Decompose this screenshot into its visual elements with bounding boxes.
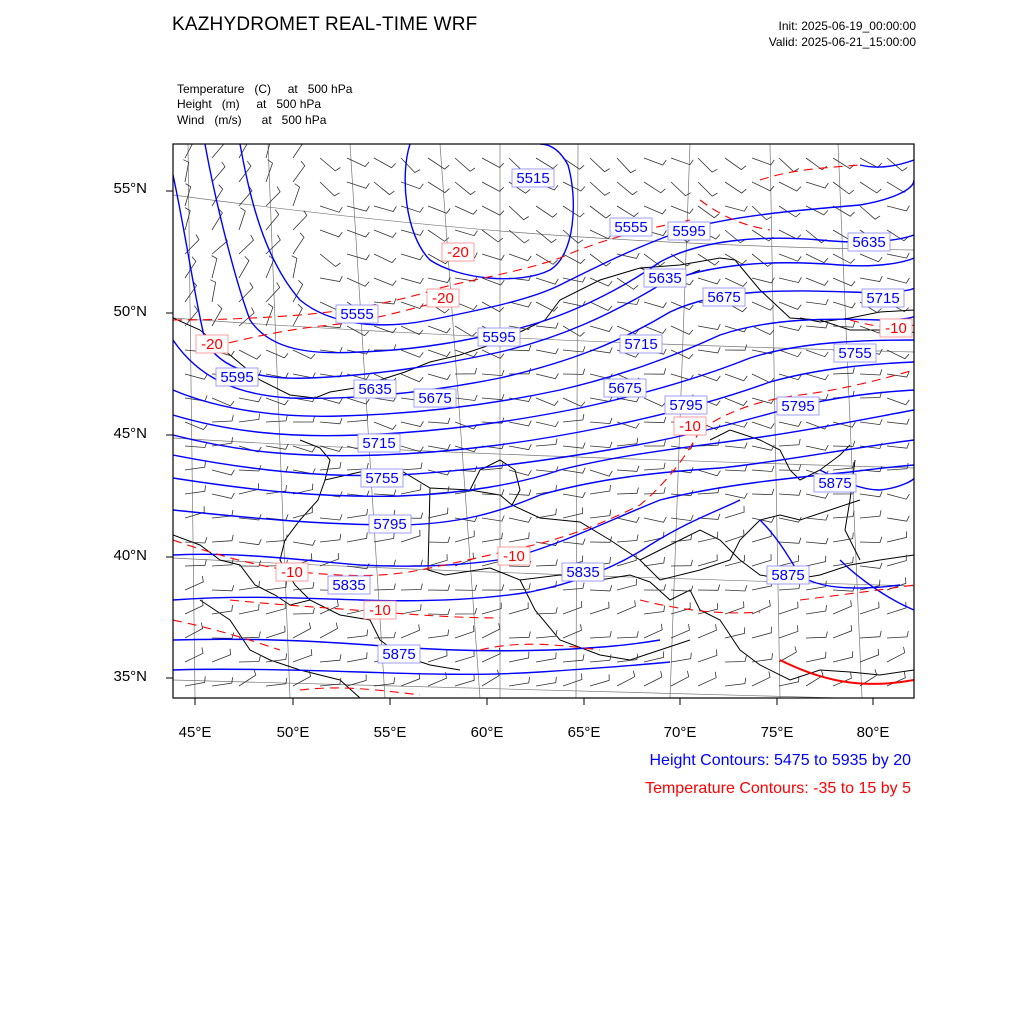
temp-label xyxy=(276,563,308,581)
svg-text:5595: 5595 xyxy=(672,223,706,240)
height-label xyxy=(620,335,662,353)
svg-text:5795: 5795 xyxy=(669,397,703,414)
height-label xyxy=(665,396,707,414)
svg-text:5595: 5595 xyxy=(220,369,254,386)
height-label xyxy=(216,368,258,386)
svg-text:5875: 5875 xyxy=(382,646,416,663)
svg-text:5835: 5835 xyxy=(566,564,600,581)
svg-text:5675: 5675 xyxy=(418,390,452,407)
height-label xyxy=(848,233,890,251)
init-time: Init: 2025-06-19_00:00:00 xyxy=(778,19,916,33)
field-temperature: Temperature (C) at 500 hPa xyxy=(177,82,353,96)
height-label xyxy=(604,379,646,397)
svg-text:5875: 5875 xyxy=(818,475,852,492)
svg-text:5635: 5635 xyxy=(852,234,886,251)
temp-label xyxy=(196,335,228,353)
svg-text:5715: 5715 xyxy=(362,435,396,452)
height-label xyxy=(814,474,856,492)
lon-label: 65°E xyxy=(567,724,601,741)
map-title: KAZHYDROMET REAL-TIME WRF xyxy=(172,14,478,35)
svg-text:5555: 5555 xyxy=(614,219,648,236)
svg-text:5635: 5635 xyxy=(358,381,392,398)
lon-label: 75°E xyxy=(760,724,794,741)
svg-text:5555: 5555 xyxy=(340,306,374,323)
field-height: Height (m) at 500 hPa xyxy=(177,97,322,111)
svg-text:-20: -20 xyxy=(432,290,454,307)
svg-text:-10: -10 xyxy=(281,564,303,581)
height-label xyxy=(328,576,370,594)
lon-label: 50°E xyxy=(276,724,310,741)
height-label xyxy=(358,434,400,452)
height-label xyxy=(562,563,604,581)
height-label xyxy=(354,380,396,398)
height-label xyxy=(777,397,819,415)
svg-text:5635: 5635 xyxy=(648,270,682,287)
svg-text:5515: 5515 xyxy=(516,170,550,187)
height-label xyxy=(668,222,710,240)
height-label xyxy=(414,389,456,407)
svg-text:5675: 5675 xyxy=(608,380,642,397)
height-label xyxy=(361,469,403,487)
height-label xyxy=(862,289,904,307)
height-contour-legend: Height Contours: 5475 to 5935 by 20 xyxy=(649,752,911,769)
field-wind: Wind (m/s) at 500 hPa xyxy=(177,113,327,127)
temperature-contour-legend: Temperature Contours: -35 to 15 by 5 xyxy=(645,780,911,797)
temp-label xyxy=(442,243,474,261)
svg-text:-10: -10 xyxy=(369,602,391,619)
lat-label: 40°N xyxy=(113,547,147,564)
svg-text:5715: 5715 xyxy=(624,336,658,353)
temp-label xyxy=(427,289,459,307)
lat-label: 45°N xyxy=(113,425,147,442)
lon-label: 45°E xyxy=(178,724,212,741)
svg-text:5595: 5595 xyxy=(482,329,516,346)
lat-label: 55°N xyxy=(113,180,147,197)
height-label xyxy=(378,645,420,663)
svg-text:5795: 5795 xyxy=(781,398,815,415)
height-label xyxy=(336,305,378,323)
svg-text:-20: -20 xyxy=(447,244,469,261)
height-label xyxy=(478,328,520,346)
lon-label: 80°E xyxy=(856,724,890,741)
height-label xyxy=(512,169,554,187)
svg-text:-20: -20 xyxy=(201,336,223,353)
svg-text:5835: 5835 xyxy=(332,577,366,594)
svg-text:-10: -10 xyxy=(885,320,907,337)
temp-label xyxy=(880,319,912,337)
svg-text:5755: 5755 xyxy=(365,470,399,487)
height-label xyxy=(644,269,686,287)
lon-label: 55°E xyxy=(373,724,407,741)
svg-text:-10: -10 xyxy=(679,418,701,435)
temp-label xyxy=(498,547,530,565)
valid-time: Valid: 2025-06-21_15:00:00 xyxy=(768,35,916,49)
height-label xyxy=(369,515,411,533)
svg-text:5755: 5755 xyxy=(838,345,872,362)
svg-text:5675: 5675 xyxy=(707,289,741,306)
svg-text:5795: 5795 xyxy=(373,516,407,533)
height-label xyxy=(834,344,876,362)
height-label xyxy=(703,288,745,306)
height-label xyxy=(610,218,652,236)
lon-label: 70°E xyxy=(663,724,697,741)
svg-text:5875: 5875 xyxy=(771,567,805,584)
height-label xyxy=(767,566,809,584)
lat-label: 35°N xyxy=(113,668,147,685)
lon-label: 60°E xyxy=(470,724,504,741)
temp-label xyxy=(364,601,396,619)
temp-label xyxy=(674,417,706,435)
svg-text:-10: -10 xyxy=(503,548,525,565)
svg-text:5715: 5715 xyxy=(866,290,900,307)
lat-label: 50°N xyxy=(113,303,147,320)
